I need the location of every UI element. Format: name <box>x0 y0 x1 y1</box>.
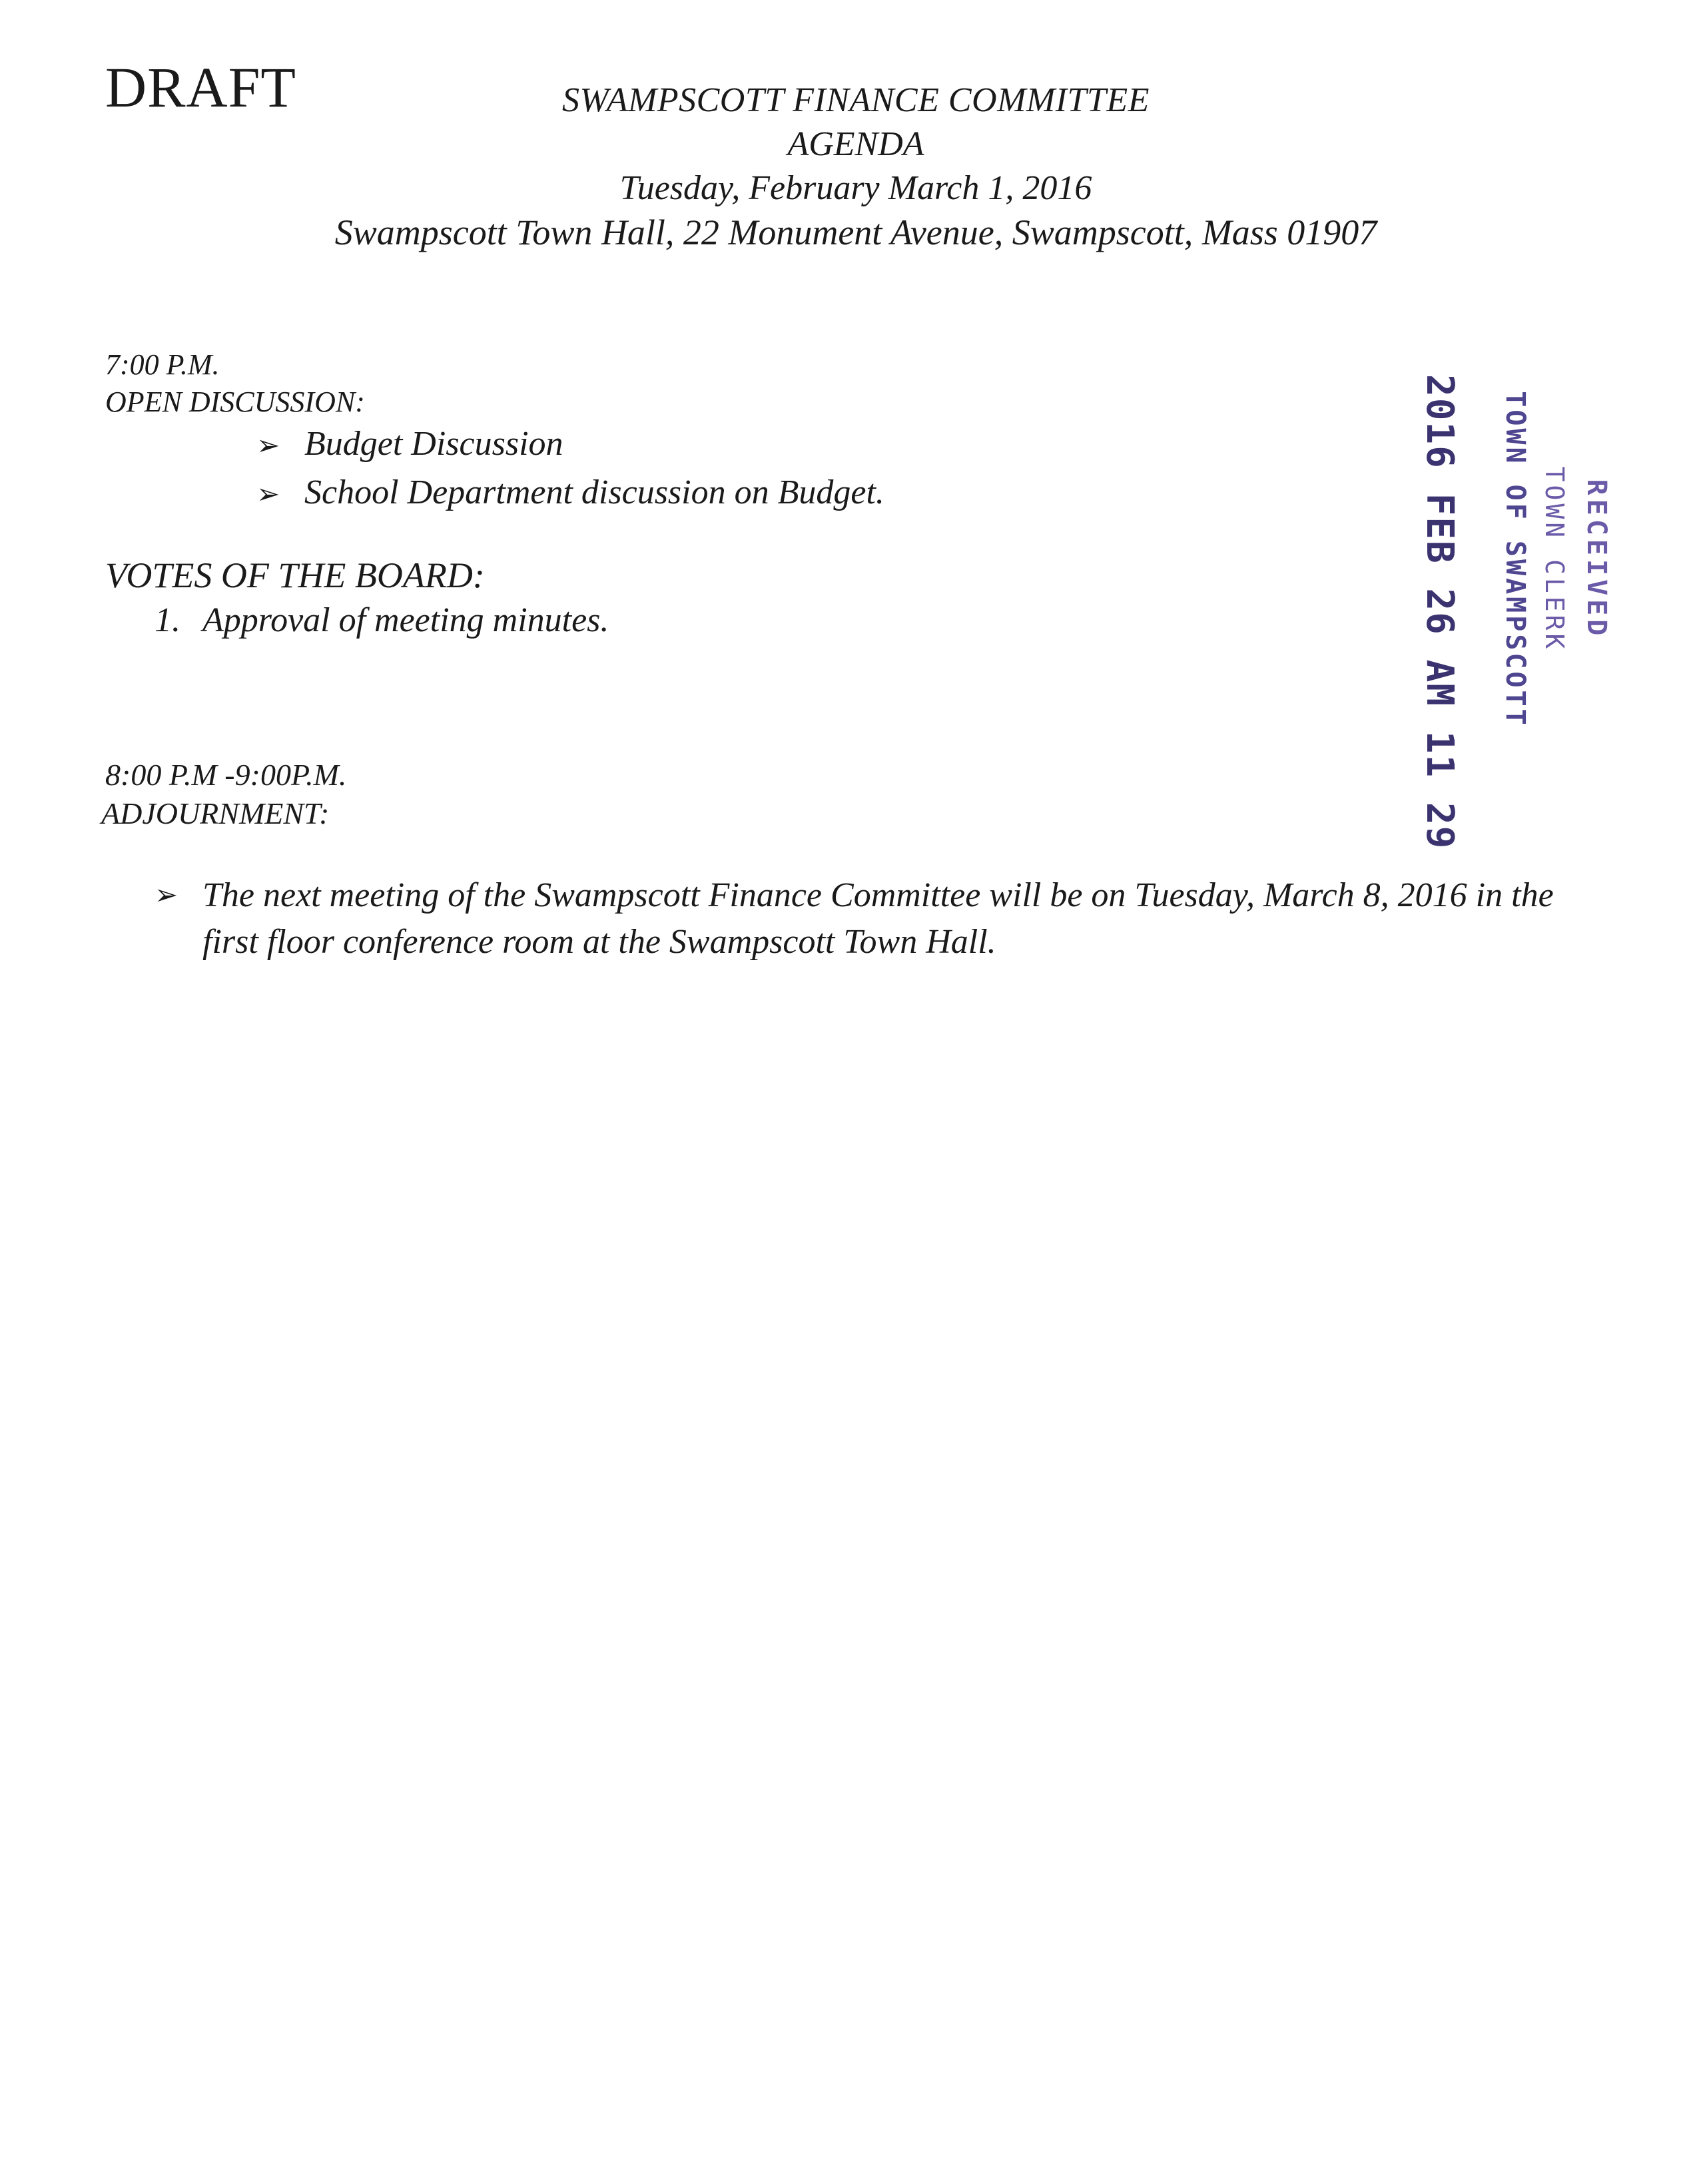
next-meeting-note <box>155 872 1566 965</box>
next-meeting-text: The next meeting of the Swampscott Finance Committee will be on Tuesday, March 8, 2016 in the first floor conference room at the Swampscott Town Hall. <box>202 876 1554 961</box>
list-item <box>256 469 884 518</box>
list-item <box>256 421 884 469</box>
arrow-bullet-icon: ➢ <box>256 431 280 461</box>
list-item <box>155 599 609 642</box>
adjournment-label: ADJOURNMENT: <box>101 796 330 830</box>
meeting-address: Swampscott Town Hall, 22 Monument Avenue, Swampscott, Mass 01907 <box>334 212 1377 252</box>
discussion-item-text: School Department discussion on Budget. <box>304 473 884 511</box>
vote-number: 1. <box>155 601 180 639</box>
discussion-item-text: Budget Discussion <box>304 425 563 463</box>
discussion-list <box>256 421 884 518</box>
agenda-header <box>186 79 1525 254</box>
votes-list <box>155 599 609 642</box>
stamp-town-text: TOWN OF SWAMPSCOTT <box>1500 391 1531 728</box>
stamp-date-text: 2016 FEB 26 AM 11 29 <box>1418 374 1461 850</box>
vote-text: Approval of meeting minutes. <box>202 601 609 639</box>
arrow-bullet-icon: ➢ <box>256 479 280 510</box>
stamp-clerk-text: TOWN CLERK <box>1540 466 1569 653</box>
votes-heading: VOTES OF THE BOARD: <box>105 555 485 595</box>
meeting-date: Tuesday, February March 1, 2016 <box>619 169 1092 207</box>
open-discussion-label: OPEN DISCUSSION: <box>105 386 365 418</box>
agenda-subtitle: AGENDA <box>787 125 924 163</box>
session2-time: 8:00 P.M -9:00P.M. <box>105 758 347 792</box>
stamp-received-text: RECEIVED <box>1581 479 1612 640</box>
received-stamp <box>1372 373 1612 850</box>
draft-label: DRAFT <box>105 55 296 119</box>
session1-time: 7:00 P.M. <box>105 348 220 381</box>
committee-title: SWAMPSCOTT FINANCE COMMITTEE <box>562 81 1150 119</box>
arrow-bullet-icon: ➢ <box>155 880 178 911</box>
